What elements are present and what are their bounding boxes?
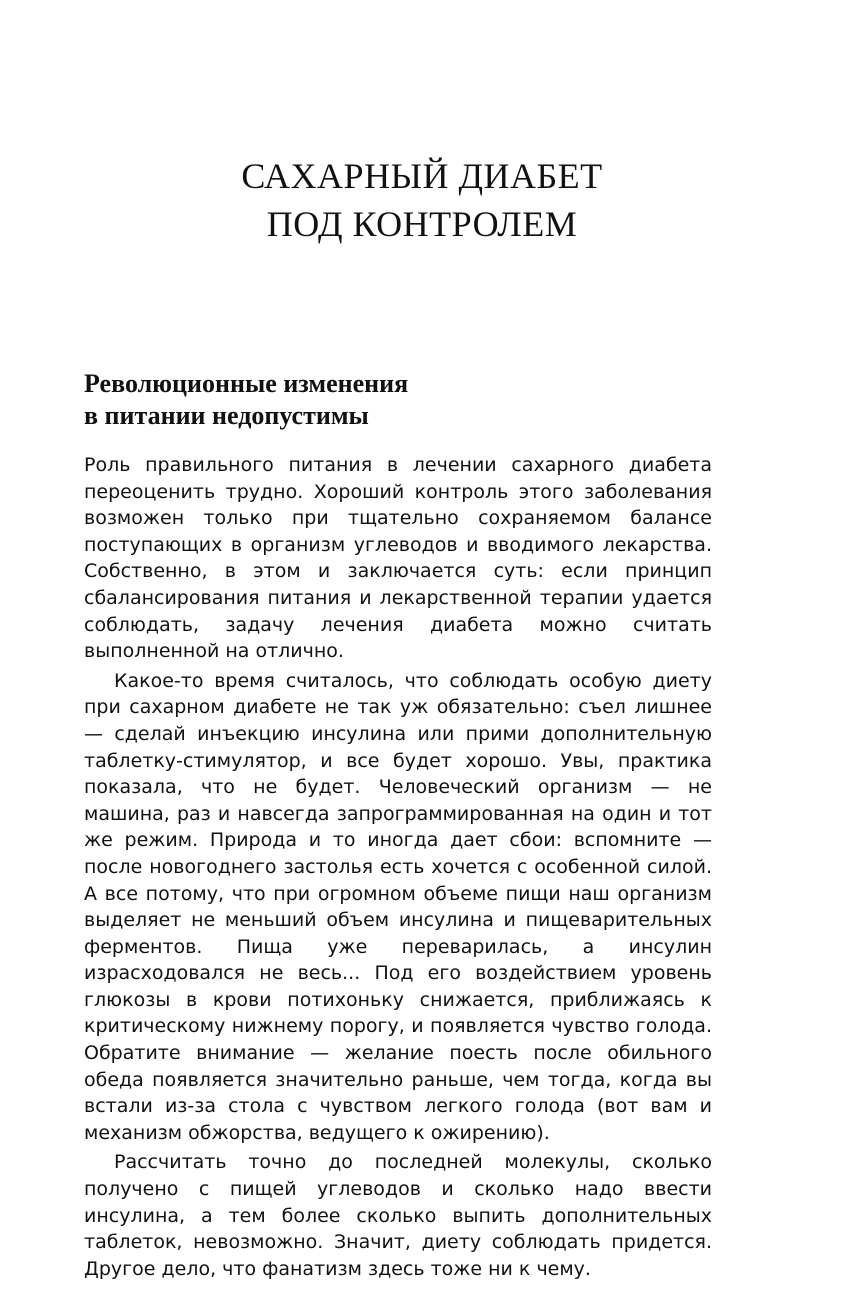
- chapter-title-line-2: ПОД КОНТРОЛЕМ: [266, 204, 578, 244]
- section-heading-line-2: в питании недопустимы: [84, 401, 369, 430]
- paragraph-3: Рассчитать точно до последней молекулы, сколько получено с пищей углеводов и сколько надо ввести инсулина, а тем более сколько выпить дополнительных таблеток, невозможно. Значит, диету соблюдать придется. Другое дело, что фанатизм здесь тоже ни к чему.: [84, 1151, 712, 1280]
- paragraph-1: Роль правильного питания в лечении сахарного диабета переоценить трудно. Хороший контроль этого заболевания возможен только при тщательно сохраняемом балансе поступающих в организм углеводов и вводимого лекарства. Собственно, в этом и заключается суть: если принцип сбалансирования питания и лекарственной терапии удается соблюдать, задачу лечения диабета можно считать выполненной на отлично.: [84, 454, 712, 663]
- chapter-title: [0, 152, 844, 248]
- paragraph-2: Какое-то время считалось, что соблюдать особую диету при сахарном диабете не так уж обязательно: съел лишнее — сделай инъекцию инсулина или прими дополнительную таблетку-стимулятор, и все будет хорошо. Увы, практика показала, что не будет. Человеческий организм — не машина, раз и навсегда запрограммированная на один и тот же режим. Природа и то иногда дает сбои: вспомните — после новогоднего застолья есть хочется с особенной силой. А все потому, что при огромном объеме пищи наш организм выделяет не меньший объем инсулина и пищеварительных ферментов. Пища уже переварилась, а инсулин израсходовался не весь... Под его воздействием уровень глюкозы в крови потихоньку снижается, приближаясь к критическому нижнему порогу, и появляется чувство голода. Обратите внимание — желание поесть после обильного обеда появляется значительно раньше, чем тогда, когда вы встали из-за стола с чувством легкого голода (вот вам и механизм обжорства, ведущего к ожирению).: [84, 669, 712, 1144]
- body-text: [84, 452, 712, 1285]
- section-heading-line-1: Революционные изменения: [84, 369, 409, 398]
- section-heading: [84, 368, 724, 432]
- chapter-title-line-1: САХАРНЫЙ ДИАБЕТ: [241, 156, 603, 196]
